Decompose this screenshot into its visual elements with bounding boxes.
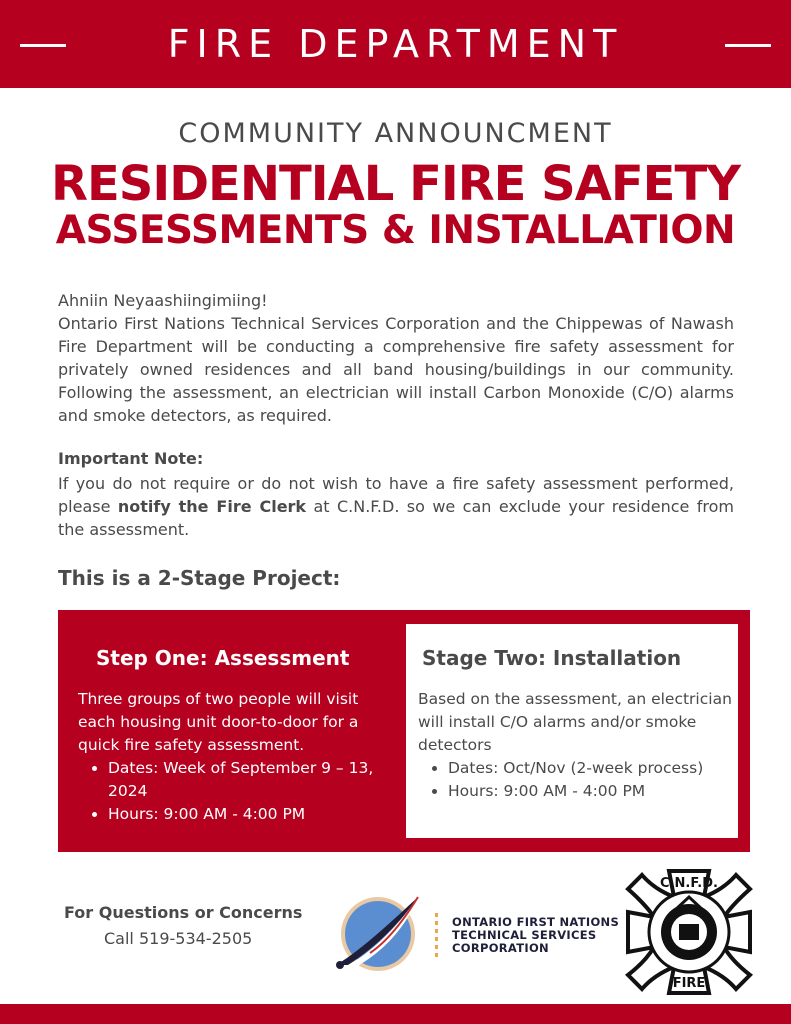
list-item: • Dates: Week of September 9 – 13, 2024: [108, 757, 390, 803]
headline-line-2: ASSESSMENTS & INSTALLATION: [55, 208, 736, 253]
list-item: • Hours: 9:00 AM - 4:00 PM: [108, 803, 390, 826]
stages-panel: [58, 610, 750, 852]
badge-bottom-text: FIRE: [672, 976, 706, 991]
note-bold-text: notify the Fire Clerk: [117, 497, 307, 516]
header-dash-right: [725, 44, 771, 47]
stage-two-heading: Stage Two: Installation: [422, 646, 682, 670]
list-item: • Hours: 9:00 AM - 4:00 PM: [448, 780, 733, 803]
contact-heading: For Questions or Concerns: [64, 903, 303, 922]
greeting: Ahniin Neyaashiingimiing!: [58, 291, 268, 310]
header-banner: [0, 0, 791, 88]
org-name: [452, 916, 619, 955]
note-text-before: If you do not require or do not wish to have a fire safety assessment performed, please: [58, 474, 734, 516]
step-one-description: Three groups of two people will visit each housing unit door-to-door for a quick fire safety assessment.: [78, 690, 359, 754]
department-title: FIRE DEPARTMENT: [167, 22, 624, 66]
stage-two-description: Based on the assessment, an electrician will install C/O alarms and/or smoke detectors: [418, 690, 732, 754]
footer-bar: [0, 1004, 791, 1024]
org-divider: [435, 913, 438, 959]
intro-paragraph: Ontario First Nations Technical Services Corporation and the Chippewas of Nawash Fire Department will be conducting a comprehensive fire safety assessment for privately owned residences and all band housing/buildings in our community. Following the assessment, an electrician will install Carbon Monoxide (C/O) alarms and smoke detectors, as required.: [58, 314, 734, 425]
org-name-line-2: TECHNICAL SERVICES: [452, 928, 597, 942]
announcement-kicker: COMMUNITY ANNOUNCMENT: [178, 118, 613, 149]
ofntsc-feather-logo-icon: [330, 893, 420, 975]
step-one-heading: Step One: Assessment: [96, 646, 350, 670]
step-one-list: [78, 757, 390, 826]
note-text-after: at C.N.F.D. so we can exclude your residence from the assessment.: [58, 497, 735, 539]
stage-two-list: [418, 757, 733, 803]
important-note-text: [58, 472, 734, 541]
stages-title: This is a 2-Stage Project:: [58, 566, 341, 590]
list-item: • Dates: Oct/Nov (2-week process): [448, 757, 733, 780]
step-one-section: [78, 646, 390, 826]
contact-phone: Call 519-534-2505: [104, 929, 253, 948]
important-note-heading: Important Note:: [58, 449, 204, 468]
stage-two-card: [406, 624, 738, 838]
headline-line-1: RESIDENTIAL FIRE SAFETY: [51, 156, 740, 212]
badge-top-text: C.N.F.D.: [660, 876, 718, 891]
org-name-line-1: ONTARIO FIRST NATIONS: [452, 915, 620, 929]
org-name-line-3: CORPORATION: [452, 941, 549, 955]
stage-two-section: [418, 646, 733, 803]
cnfd-maltese-cross-badge-icon: [624, 867, 754, 997]
